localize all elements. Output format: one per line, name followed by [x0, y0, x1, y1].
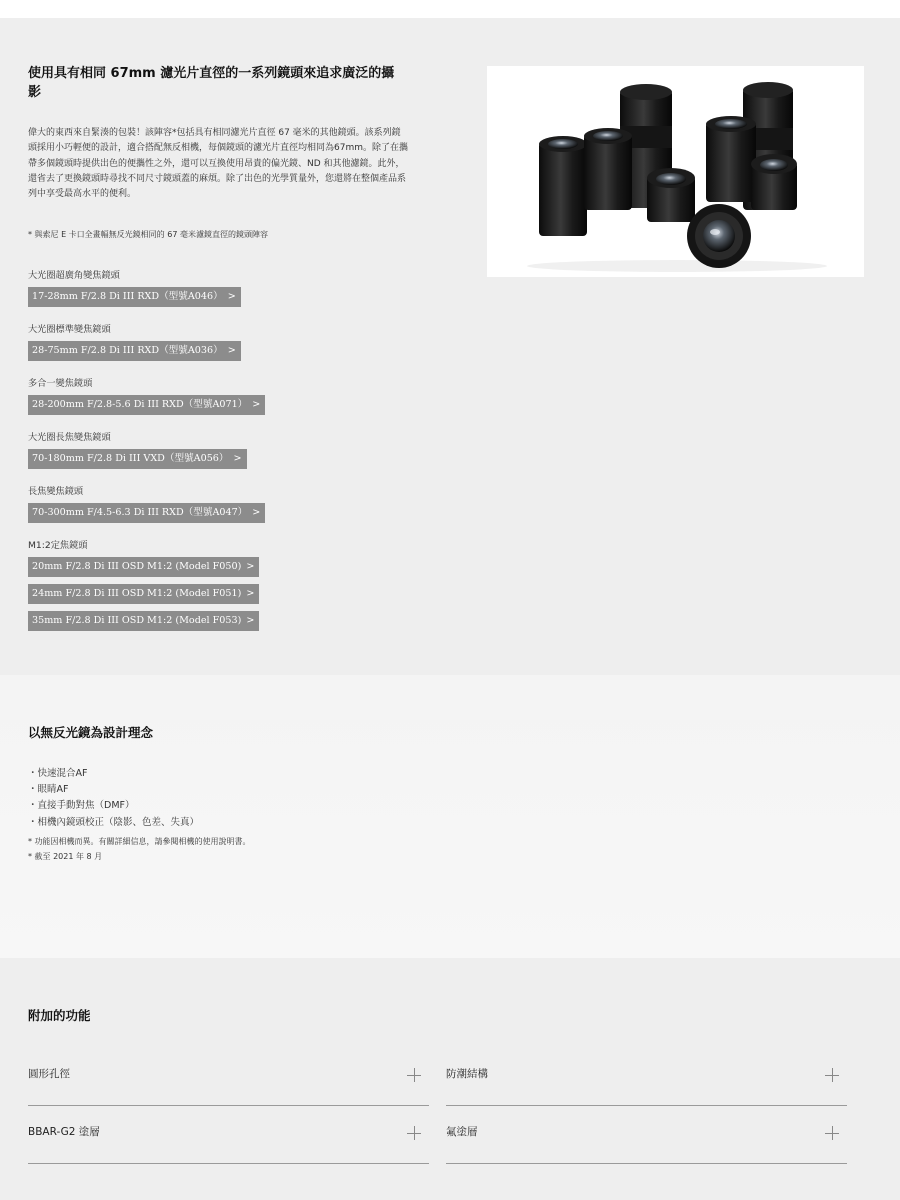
lens-link-a046[interactable]: 17-28mm F/2.8 Di III RXD（型號A046） >	[28, 287, 241, 307]
lens-link-a036[interactable]: 28-75mm F/2.8 Di III RXD（型號A036） >	[28, 341, 241, 361]
chevron-right-icon: >	[246, 561, 255, 572]
lens-group-illustration	[487, 66, 864, 277]
lineup-title: 使用具有相同 67mm 濾光片直徑的一系列鏡頭來追求廣泛的攝影	[28, 66, 395, 100]
accordion-label: 圓形孔徑	[28, 1068, 70, 1080]
plus-icon	[407, 1126, 421, 1140]
list-item: ・直接手動對焦（DMF）	[28, 800, 135, 812]
lens-17-28	[706, 116, 756, 202]
top-strip	[0, 0, 900, 18]
footnote: * 功能因相機而異。有關詳細信息，請參閱相機的使用說明書。	[28, 837, 251, 846]
group-label-prime: M1:2定焦鏡頭	[28, 540, 88, 551]
additional-features-section	[0, 958, 900, 1200]
accordion-label: 氟塗層	[446, 1126, 478, 1138]
group-label-all-in-one: 多合一變焦鏡頭	[28, 378, 93, 389]
lens-link-f053[interactable]: 35mm F/2.8 Di III OSD M1:2 (Model F053) >	[28, 611, 259, 631]
accordion-moisture-resistant[interactable]	[446, 1048, 847, 1106]
mirrorless-design-section	[0, 675, 900, 958]
chevron-right-icon: >	[252, 507, 261, 518]
lens-link-a071[interactable]: 28-200mm F/2.8-5.6 Di III RXD（型號A071） >	[28, 395, 265, 415]
lens-35mm	[687, 204, 751, 268]
lens-link-f050[interactable]: 20mm F/2.8 Di III OSD M1:2 (Model F050) >	[28, 557, 259, 577]
lens-28-75	[584, 128, 632, 210]
accordion-bbar-g2-coating[interactable]	[28, 1106, 429, 1164]
plus-icon	[825, 1068, 839, 1082]
chevron-right-icon: >	[227, 345, 236, 356]
accordion-circular-aperture[interactable]	[28, 1048, 429, 1106]
accordion-fluorine-coating[interactable]	[446, 1106, 847, 1164]
lens-20mm	[647, 168, 695, 222]
footnote: * 截至 2021 年 8 月	[28, 852, 103, 861]
lineup-description: 偉大的東西來自緊湊的包裝！該陣容*包括具有相同濾光片直徑 67 毫米的其他鏡頭。該系列鏡頭採用小巧輕便的設計，適合搭配無反相機，每個鏡頭的濾光片直徑均相同為67mm。除了在攜帶多個鏡頭時提供出色的便攜性之外，還可以互換使用昂貴的偏光鏡、ND 和其他濾鏡。此外，還省去了更換鏡頭時尋找不同尺寸鏡頭蓋的麻煩。除了出色的光學質量外，您還將在整個產品系列中享受最高水平的便利。	[28, 128, 408, 200]
list-item: ・快速混合AF	[28, 768, 88, 779]
list-item: ・相機內鏡頭校正（陰影、色差、失真）	[28, 816, 200, 828]
group-label-telephoto-fast: 大光圈長焦變焦鏡頭	[28, 432, 111, 443]
mirrorless-title: 以無反光鏡為設計理念	[28, 725, 154, 740]
accordion-label: BBAR-G2 塗層	[28, 1126, 100, 1138]
chevron-right-icon: >	[252, 399, 261, 410]
feature-bullet-list	[28, 766, 199, 831]
lineup-footnote: * 與索尼 E 卡口全畫幅無反光鏡相同的 67 毫米濾鏡直徑的鏡頭陣容	[28, 230, 268, 239]
lens-link-f051[interactable]: 24mm F/2.8 Di III OSD M1:2 (Model F051) >	[28, 584, 259, 604]
lens-link-a047[interactable]: 70-300mm F/4.5-6.3 Di III RXD（型號A047） >	[28, 503, 265, 523]
lens-lineup-photo	[487, 66, 864, 277]
lens-24mm	[751, 154, 797, 210]
group-label-ultra-wide: 大光圈超廣角變焦鏡頭	[28, 270, 120, 281]
chevron-right-icon: >	[246, 615, 255, 626]
chevron-right-icon: >	[246, 588, 255, 599]
chevron-right-icon: >	[233, 453, 242, 464]
additional-features-title: 附加的功能	[28, 1008, 91, 1023]
chevron-right-icon: >	[227, 291, 236, 302]
list-item: ・眼睛AF	[28, 784, 69, 796]
plus-icon	[825, 1126, 839, 1140]
mirrorless-footnotes	[28, 834, 251, 864]
lens-lineup-section	[0, 18, 900, 675]
plus-icon	[407, 1068, 421, 1082]
accordion-label: 防潮結構	[446, 1068, 488, 1080]
lens-28-200	[539, 136, 587, 236]
lens-link-a056[interactable]: 70-180mm F/2.8 Di III VXD（型號A056） >	[28, 449, 247, 469]
group-label-telephoto: 長焦變焦鏡頭	[28, 486, 84, 497]
group-label-standard-zoom: 大光圈標準變焦鏡頭	[28, 324, 111, 335]
